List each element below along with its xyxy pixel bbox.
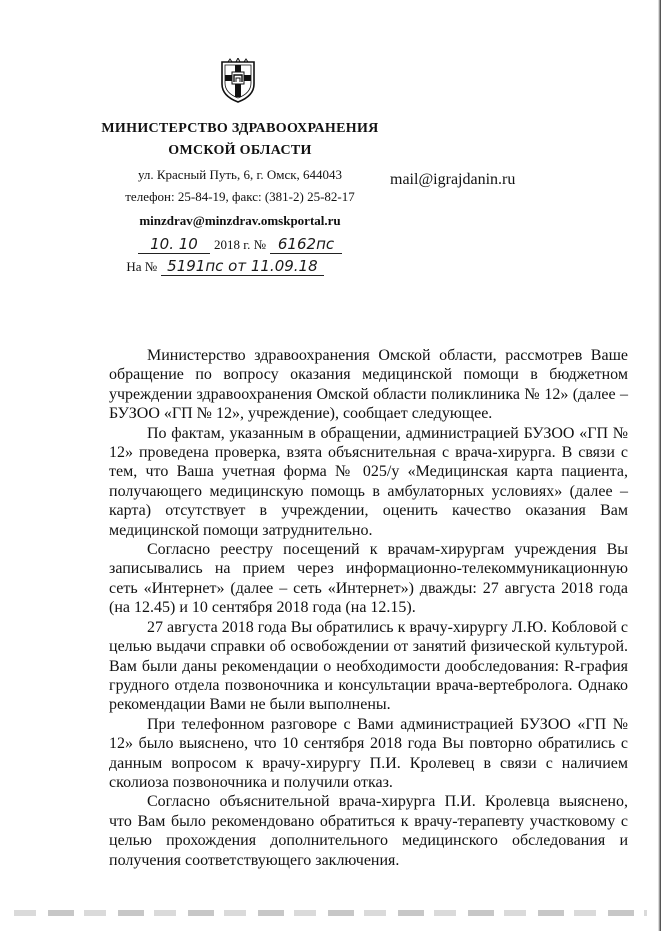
body-paragraph: 27 августа 2018 года Вы обратились к врачу-хирургу Л.Ю. Кобловой с целью выдачи справки об освобождении от занятий физической культурой. Вам были даны рекомендации о необходимости дообследования: R-графия грудного отдела позвоночника и консультации врача-вертебролога. Однако рекомендации Вами не были выполнены. bbox=[109, 618, 628, 714]
reference-prefix: На № bbox=[126, 259, 158, 274]
body-paragraph: Министерство здравоохранения Омской области, рассмотрев Ваше обращение по вопросу оказания медицинской помощи в бюджетном учреждении здравоохранения Омской области поликлиника № 12» (далее – БУЗОО «ГП № 12», учреждение), сообщает следующее. bbox=[109, 347, 628, 423]
org-name-line2: ОМСКОЙ ОБЛАСТИ bbox=[168, 143, 312, 158]
reference-line bbox=[100, 256, 380, 278]
letterhead bbox=[100, 118, 380, 278]
recipient-email: mail@igrajdanin.ru bbox=[390, 171, 516, 188]
handwritten-date: 10. 10 bbox=[138, 235, 210, 254]
org-email: minzdrav@minzdrav.omskportal.ru bbox=[139, 213, 341, 228]
handwritten-reference: 5191пс от 11.09.18 bbox=[161, 257, 323, 276]
body-paragraph: Согласно объяснительной врача-хирурга П.И. Кролевца выяснено, что Вам было рекомендовано обратиться к врачу-терапевту участковому с целью прохождения дополнительного медицинского обследования и получения соответствующего заключения. bbox=[109, 793, 628, 869]
org-name-line1: МИНИСТЕРСТВО ЗДРАВООХРАНЕНИЯ bbox=[101, 121, 379, 136]
date-suffix: 2018 г. № bbox=[213, 237, 267, 252]
outgoing-date-line bbox=[100, 234, 380, 256]
org-address: ул. Красный Путь, 6, г. Омск, 644043 bbox=[137, 167, 343, 182]
scan-artifact-strip bbox=[14, 910, 647, 916]
letter-body bbox=[109, 346, 628, 870]
coat-of-arms-icon bbox=[218, 58, 258, 104]
body-paragraph: При телефонном разговоре с Вами администрацией БУЗОО «ГП № 12» было выяснено, что 10 сентября 2018 года Вы повторно обратились с данным вопросом к врачу-хирургу П.И. Кролевец в связи с наличием сколиоза позвоночника и получили отказ. bbox=[109, 715, 628, 791]
handwritten-number: 6162пс bbox=[270, 235, 342, 254]
body-paragraph: Согласно реестру посещений к врачам-хирургам учреждения Вы записывались на прием через информационно-телекоммуникационную сеть «Интернет» (далее – сеть «Интернет») дважды: 27 августа 2018 года (на 12.45) и 10 сентября 2018 года (на 12.15). bbox=[109, 541, 628, 617]
org-phone: телефон: 25-84-19, факс: (381-2) 25-82-17 bbox=[125, 189, 355, 204]
body-paragraph: По фактам, указанным в обращении, администрацией БУЗОО «ГП № 12» проведена проверка, взята объяснительная с врача-хирурга. В связи с тем, что Ваша учетная форма № 025/у «Медицинская карта пациента, получающего медицинскую помощь в амбулаторных условиях» (далее – карта) отсутствует в учреждении, оценить качество оказания Вам медицинской помощи затруднительно. bbox=[109, 424, 628, 539]
